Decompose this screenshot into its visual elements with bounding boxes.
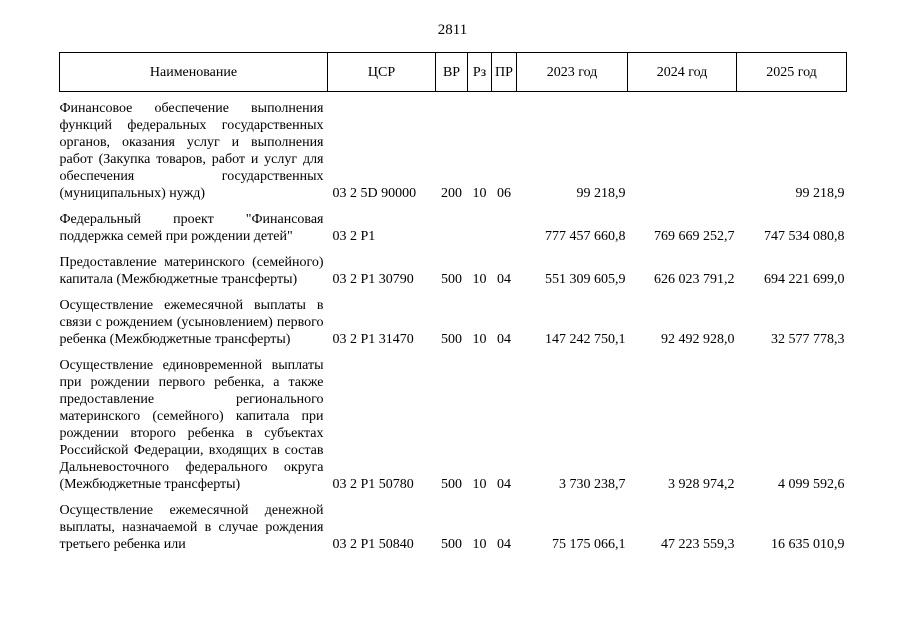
table-header-row xyxy=(60,53,847,92)
budget-table xyxy=(59,52,847,562)
row-name: Осуществление ежемесячной денежной выплаты, назначаемой в случае рождения третьего ребенка или xyxy=(59,503,324,552)
row-csr: 03 2 5D 90000 xyxy=(332,186,417,201)
header-2025: 2025 год xyxy=(737,53,847,92)
row-pr: 04 xyxy=(497,272,511,287)
row-name: Осуществление единовременной выплаты при рождении первого ребенка, а также предоставление регионального материнского (семейного) капитала при рождении второго ребенка в субъектах Российской Федерации, входящих в состав Дальневосточного федерального округа (Межбюджетные трансферты) xyxy=(59,358,324,492)
page-number: 2811 xyxy=(437,22,468,38)
row-2024 xyxy=(628,92,737,212)
header-name: Наименование xyxy=(60,53,328,92)
row-2024: 47 223 559,3 xyxy=(661,537,735,552)
row-pr xyxy=(492,211,517,254)
row-2025: 32 577 778,3 xyxy=(771,332,845,347)
row-2024: 92 492 928,0 xyxy=(661,332,735,347)
table-row xyxy=(60,254,847,297)
row-name: Осуществление ежемесячной выплаты в связи с рождением (усыновлением) первого ребенка (Межбюджетные трансферты) xyxy=(59,298,324,347)
row-name: Финансовое обеспечение выполнения функций федеральных государственных органов, оказания услуг и выполнения работ (Закупка товаров, работ и услуг для обеспечения государственных (муниципальных) нужд) xyxy=(59,101,324,201)
row-pr: 04 xyxy=(497,477,511,492)
row-2025: 4 099 592,6 xyxy=(778,477,845,492)
row-rz: 10 xyxy=(472,537,487,552)
row-2025: 99 218,9 xyxy=(795,186,845,201)
row-name: Федеральный проект "Финансовая поддержка семей при рождении детей" xyxy=(59,212,324,244)
row-2023: 3 730 238,7 xyxy=(559,477,626,492)
row-rz: 10 xyxy=(472,477,487,492)
row-rz: 10 xyxy=(472,186,487,201)
row-2024: 769 669 252,7 xyxy=(654,229,735,244)
row-vr xyxy=(436,211,468,254)
row-2023: 147 242 750,1 xyxy=(545,332,626,347)
row-pr: 06 xyxy=(497,186,511,201)
row-vr: 500 xyxy=(441,477,462,492)
header-2023: 2023 год xyxy=(517,53,628,92)
row-2025: 694 221 699,0 xyxy=(764,272,845,287)
row-csr: 03 2 P1 50780 xyxy=(332,477,414,492)
header-pr: ПР xyxy=(492,53,517,92)
header-rz: Рз xyxy=(468,53,492,92)
row-pr: 04 xyxy=(497,537,511,552)
row-vr: 500 xyxy=(441,537,462,552)
row-vr: 500 xyxy=(441,332,462,347)
row-2023: 777 457 660,8 xyxy=(545,229,626,244)
row-2023: 99 218,9 xyxy=(576,186,626,201)
row-pr: 04 xyxy=(497,332,511,347)
row-2024: 626 023 791,2 xyxy=(654,272,735,287)
row-csr: 03 2 P1 xyxy=(332,229,376,244)
row-rz xyxy=(468,211,492,254)
row-2024: 3 928 974,2 xyxy=(668,477,735,492)
table-row xyxy=(60,357,847,502)
row-csr: 03 2 P1 50840 xyxy=(332,537,414,552)
row-vr: 200 xyxy=(441,186,462,201)
table-row xyxy=(60,297,847,357)
header-csr: ЦСР xyxy=(328,53,436,92)
row-vr: 500 xyxy=(441,272,462,287)
row-2025: 747 534 080,8 xyxy=(764,229,845,244)
table-row xyxy=(60,502,847,562)
row-2023: 75 175 066,1 xyxy=(552,537,626,552)
row-2025: 16 635 010,9 xyxy=(771,537,845,552)
header-2024: 2024 год xyxy=(628,53,737,92)
row-rz: 10 xyxy=(472,272,487,287)
table-row xyxy=(60,211,847,254)
row-csr: 03 2 P1 30790 xyxy=(332,272,414,287)
row-rz: 10 xyxy=(472,332,487,347)
table-row xyxy=(60,92,847,212)
row-csr: 03 2 P1 31470 xyxy=(332,332,414,347)
row-2023: 551 309 605,9 xyxy=(545,272,626,287)
row-name: Предоставление материнского (семейного) капитала (Межбюджетные трансферты) xyxy=(59,255,324,287)
header-vr: ВР xyxy=(436,53,468,92)
